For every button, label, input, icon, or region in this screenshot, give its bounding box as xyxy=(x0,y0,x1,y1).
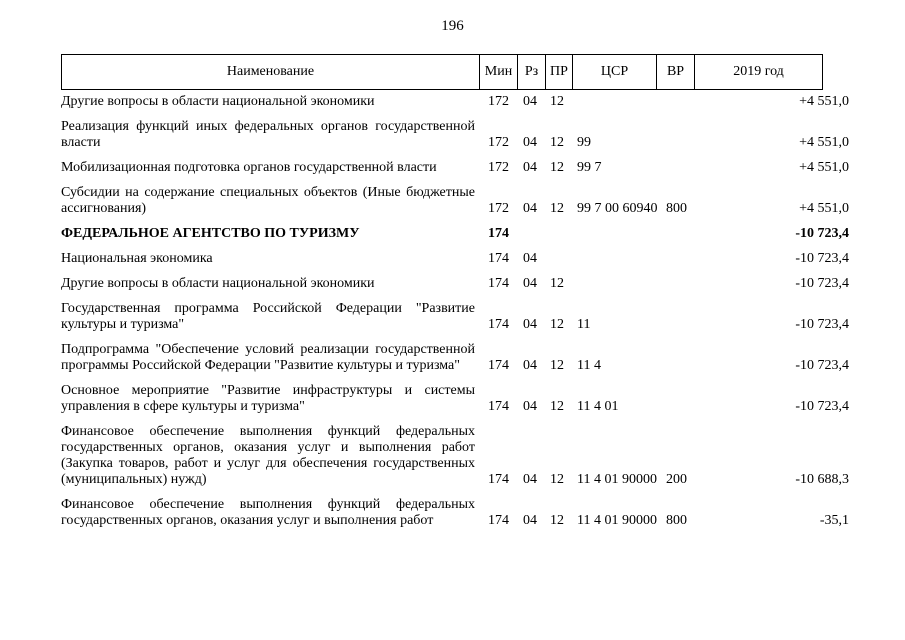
header-name: Наименование xyxy=(62,55,480,90)
row-min: 174 xyxy=(488,276,509,291)
header-rz: Рз xyxy=(518,55,546,90)
table-row xyxy=(61,301,849,333)
row-amount: -10 723,4 xyxy=(795,399,849,414)
row-csr: 11 4 01 90000 xyxy=(577,513,657,528)
row-min: 172 xyxy=(488,135,509,150)
table-body xyxy=(61,94,849,538)
row-name: Другие вопросы в области национальной экономики xyxy=(61,276,375,291)
row-name: Финансовое обеспечение выполнения функций федеральных государственных органов, оказания услуг и выполнения работ xyxy=(61,497,475,528)
table-header xyxy=(61,54,823,90)
row-rz: 04 xyxy=(523,472,537,487)
header-min: Мин xyxy=(480,55,518,90)
row-name: ФЕДЕРАЛЬНОЕ АГЕНТСТВО ПО ТУРИЗМУ xyxy=(61,226,360,241)
table-row xyxy=(61,276,849,292)
header-vr: ВР xyxy=(657,55,695,90)
row-rz: 04 xyxy=(523,317,537,332)
table-row-agency xyxy=(61,226,849,242)
row-amount: +4 551,0 xyxy=(799,135,849,150)
row-amount: -10 723,4 xyxy=(795,317,849,332)
table-row xyxy=(61,497,849,529)
row-name: Подпрограмма "Обеспечение условий реализации государственной программы Российской Федерации "Развитие культуры и туризма" xyxy=(61,342,475,373)
row-rz: 04 xyxy=(523,94,537,109)
row-amount: -10 723,4 xyxy=(795,276,849,291)
table-row xyxy=(61,424,849,488)
header-pr: ПР xyxy=(546,55,573,90)
row-rz: 04 xyxy=(523,201,537,216)
row-amount: +4 551,0 xyxy=(799,94,849,109)
row-amount: -10 723,4 xyxy=(795,226,849,241)
table-row xyxy=(61,251,849,267)
row-min: 174 xyxy=(488,399,509,414)
table-row xyxy=(61,94,849,110)
row-rz: 04 xyxy=(523,513,537,528)
header-year: 2019 год xyxy=(695,55,823,90)
row-rz: 04 xyxy=(523,399,537,414)
row-csr: 11 4 xyxy=(577,358,601,373)
row-pr: 12 xyxy=(550,472,564,487)
row-name: Другие вопросы в области национальной экономики xyxy=(61,94,375,109)
row-min: 174 xyxy=(488,226,509,241)
row-vr: 800 xyxy=(666,201,687,216)
row-pr: 12 xyxy=(550,513,564,528)
row-csr: 11 4 01 xyxy=(577,399,619,414)
row-pr: 12 xyxy=(550,358,564,373)
row-min: 174 xyxy=(488,472,509,487)
row-rz: 04 xyxy=(523,160,537,175)
row-amount: +4 551,0 xyxy=(799,160,849,175)
row-csr: 11 4 01 90000 xyxy=(577,472,657,487)
table-row xyxy=(61,383,849,415)
row-rz: 04 xyxy=(523,276,537,291)
row-min: 174 xyxy=(488,513,509,528)
row-name: Мобилизационная подготовка органов государственной власти xyxy=(61,160,437,175)
row-min: 172 xyxy=(488,201,509,216)
row-csr: 11 xyxy=(577,317,591,332)
table-row xyxy=(61,342,849,374)
row-min: 174 xyxy=(488,317,509,332)
row-amount: -10 688,3 xyxy=(795,472,849,487)
row-rz: 04 xyxy=(523,251,537,266)
row-pr: 12 xyxy=(550,276,564,291)
row-pr: 12 xyxy=(550,135,564,150)
row-name: Основное мероприятие "Развитие инфраструктуры и системы управления в сфере культуры и туризма" xyxy=(61,383,475,414)
row-csr: 99 7 xyxy=(577,160,602,175)
row-amount: +4 551,0 xyxy=(799,201,849,216)
row-amount: -10 723,4 xyxy=(795,358,849,373)
row-amount: -10 723,4 xyxy=(795,251,849,266)
row-min: 174 xyxy=(488,251,509,266)
row-vr: 800 xyxy=(666,513,687,528)
row-pr: 12 xyxy=(550,201,564,216)
row-rz: 04 xyxy=(523,358,537,373)
row-vr: 200 xyxy=(666,472,687,487)
row-pr: 12 xyxy=(550,160,564,175)
row-name: Национальная экономика xyxy=(61,251,213,266)
row-min: 172 xyxy=(488,160,509,175)
row-rz: 04 xyxy=(523,135,537,150)
row-name: Субсидии на содержание специальных объектов (Иные бюджетные ассигнования) xyxy=(61,185,475,216)
row-csr: 99 7 00 60940 xyxy=(577,201,658,216)
table-row xyxy=(61,160,849,176)
row-name: Реализация функций иных федеральных органов государственной власти xyxy=(61,119,475,150)
row-min: 174 xyxy=(488,358,509,373)
row-csr: 99 xyxy=(577,135,591,150)
row-pr: 12 xyxy=(550,399,564,414)
row-name: Финансовое обеспечение выполнения функций федеральных государственных органов, оказания услуг и выполнения работ (Закупка товаров, работ и услуг для обеспечения государственных (муниципальных) нужд) xyxy=(61,424,475,487)
row-pr: 12 xyxy=(550,317,564,332)
table-row xyxy=(61,119,849,151)
row-pr: 12 xyxy=(550,94,564,109)
page-number: 196 xyxy=(441,18,464,34)
row-name: Государственная программа Российской Федерации "Развитие культуры и туризма" xyxy=(61,301,475,332)
table-row xyxy=(61,185,849,217)
row-amount: -35,1 xyxy=(819,513,849,528)
row-min: 172 xyxy=(488,94,509,109)
header-csr: ЦСР xyxy=(573,55,657,90)
